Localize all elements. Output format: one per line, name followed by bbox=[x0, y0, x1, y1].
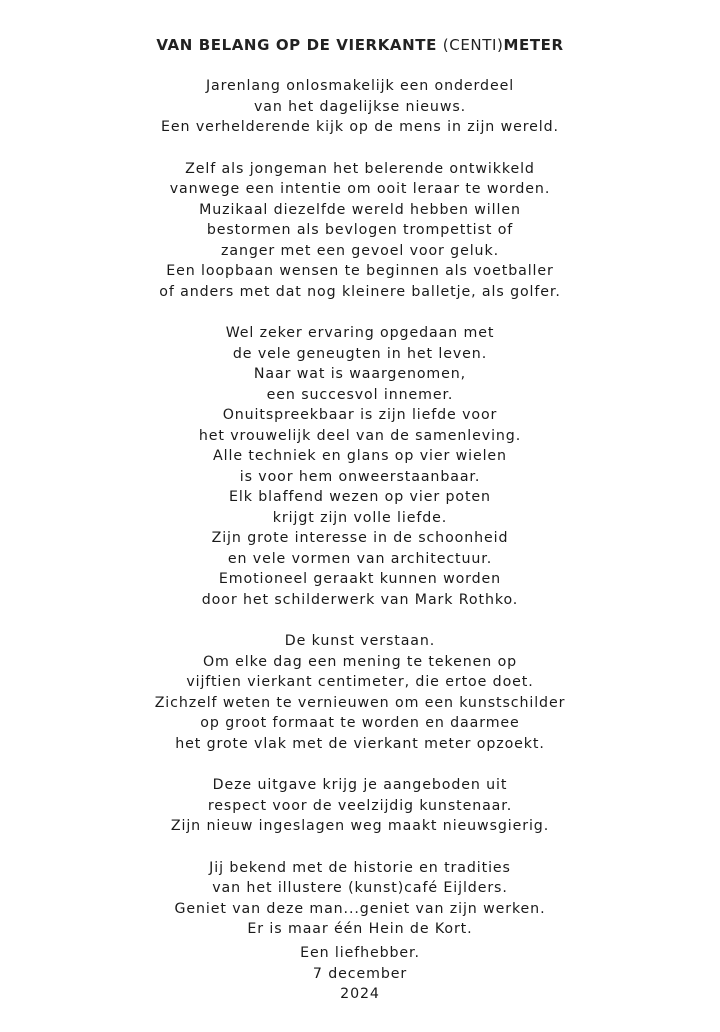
poem-line: respect voor de veelzijdig kunstenaar. bbox=[207, 797, 513, 814]
signature-date-line: 7 december bbox=[312, 965, 408, 982]
poem-line: Wel zeker ervaring opgedaan met bbox=[225, 325, 495, 341]
poem-line: van het illustere (kunst)café Eijlders. bbox=[212, 880, 508, 896]
stanza bbox=[0, 858, 720, 940]
poem-line: Emotioneel geraakt kunnen worden bbox=[218, 571, 502, 587]
poem-line: Jarenlang onlosmakelijk een onderdeel bbox=[205, 78, 515, 94]
poem-line: het grote vlak met de vierkant meter opzoekt. bbox=[175, 735, 545, 752]
signature-date-line: 2024 bbox=[340, 986, 380, 1002]
poem-line: krijgt zijn volle liefde. bbox=[272, 509, 448, 526]
page-title bbox=[0, 36, 720, 54]
poem-line: Deze uitgave krijg je aangeboden uit bbox=[212, 777, 508, 793]
stanza bbox=[0, 323, 720, 610]
poem-body bbox=[0, 76, 720, 961]
stanza bbox=[0, 775, 720, 837]
poem-line: of anders met dat nog kleinere balletje, als golfer. bbox=[159, 283, 561, 300]
poem-line: Jij bekend met de historie en tradities bbox=[209, 859, 511, 876]
title-part-3: METER bbox=[503, 36, 564, 54]
poem-line: Een verhelderende kijk op de mens in zijn wereld. bbox=[161, 119, 559, 135]
poem-line: zanger met een gevoel voor geluk. bbox=[221, 242, 499, 259]
poem-line: door het schilderwerk van Mark Rothko. bbox=[201, 591, 519, 608]
signature-block bbox=[0, 943, 720, 1005]
stanza bbox=[0, 76, 720, 138]
poem-line: Zelf als jongeman het belerende ontwikkeld bbox=[185, 160, 535, 177]
stanza bbox=[0, 159, 720, 303]
poem-line: het vrouwelijk deel van de samenleving. bbox=[198, 427, 522, 444]
title-part-2: (CENTI) bbox=[442, 36, 504, 54]
poem-line: Een loopbaan wensen te beginnen als voetballer bbox=[166, 263, 554, 279]
poem-line: Muzikaal diezelfde wereld hebben willen bbox=[199, 201, 521, 218]
signature-name: Een liefhebber. bbox=[300, 945, 420, 961]
poem-line: op groot formaat te worden en daarmee bbox=[200, 715, 520, 731]
poem-line: Zichzelf weten te vernieuwen om een kunstschilder bbox=[154, 694, 566, 711]
poem-line: Er is maar één Hein de Kort. bbox=[247, 921, 473, 937]
poem-line: Om elke dag een mening te tekenen op bbox=[202, 653, 518, 670]
poem-line: Naar wat is waargenomen, bbox=[253, 366, 467, 382]
stanza bbox=[0, 631, 720, 754]
title-part-1: VAN BELANG OP DE VIERKANTE bbox=[156, 36, 443, 54]
poem-line: is voor hem onweerstaanbaar. bbox=[239, 468, 481, 485]
poem-line: Zijn grote interesse in de schoonheid bbox=[211, 530, 509, 546]
poem-line: De kunst verstaan. bbox=[284, 633, 436, 649]
poem-line: Elk blaffend wezen op vier poten bbox=[229, 489, 491, 505]
poem-line: Geniet van deze man...geniet van zijn werken. bbox=[174, 900, 546, 917]
poem-line: Zijn nieuw ingeslagen weg maakt nieuwsgierig. bbox=[170, 818, 550, 834]
poem-line: Onuitspreekbaar is zijn liefde voor bbox=[222, 407, 498, 423]
poem-line: bestormen als bevlogen trompettist of bbox=[206, 222, 514, 238]
poem-line: een succesvol innemer. bbox=[266, 386, 454, 403]
poem-line: de vele geneugten in het leven. bbox=[232, 345, 488, 362]
poem-line: Alle techniek en glans op vier wielen bbox=[213, 448, 507, 464]
poem-line: vanwege een intentie om ooit leraar te worden. bbox=[169, 181, 551, 197]
poem-line: vijftien vierkant centimeter, die ertoe doet. bbox=[186, 674, 534, 690]
poem-line: en vele vormen van architectuur. bbox=[227, 550, 493, 567]
poem-line: van het dagelijkse nieuws. bbox=[253, 98, 467, 115]
